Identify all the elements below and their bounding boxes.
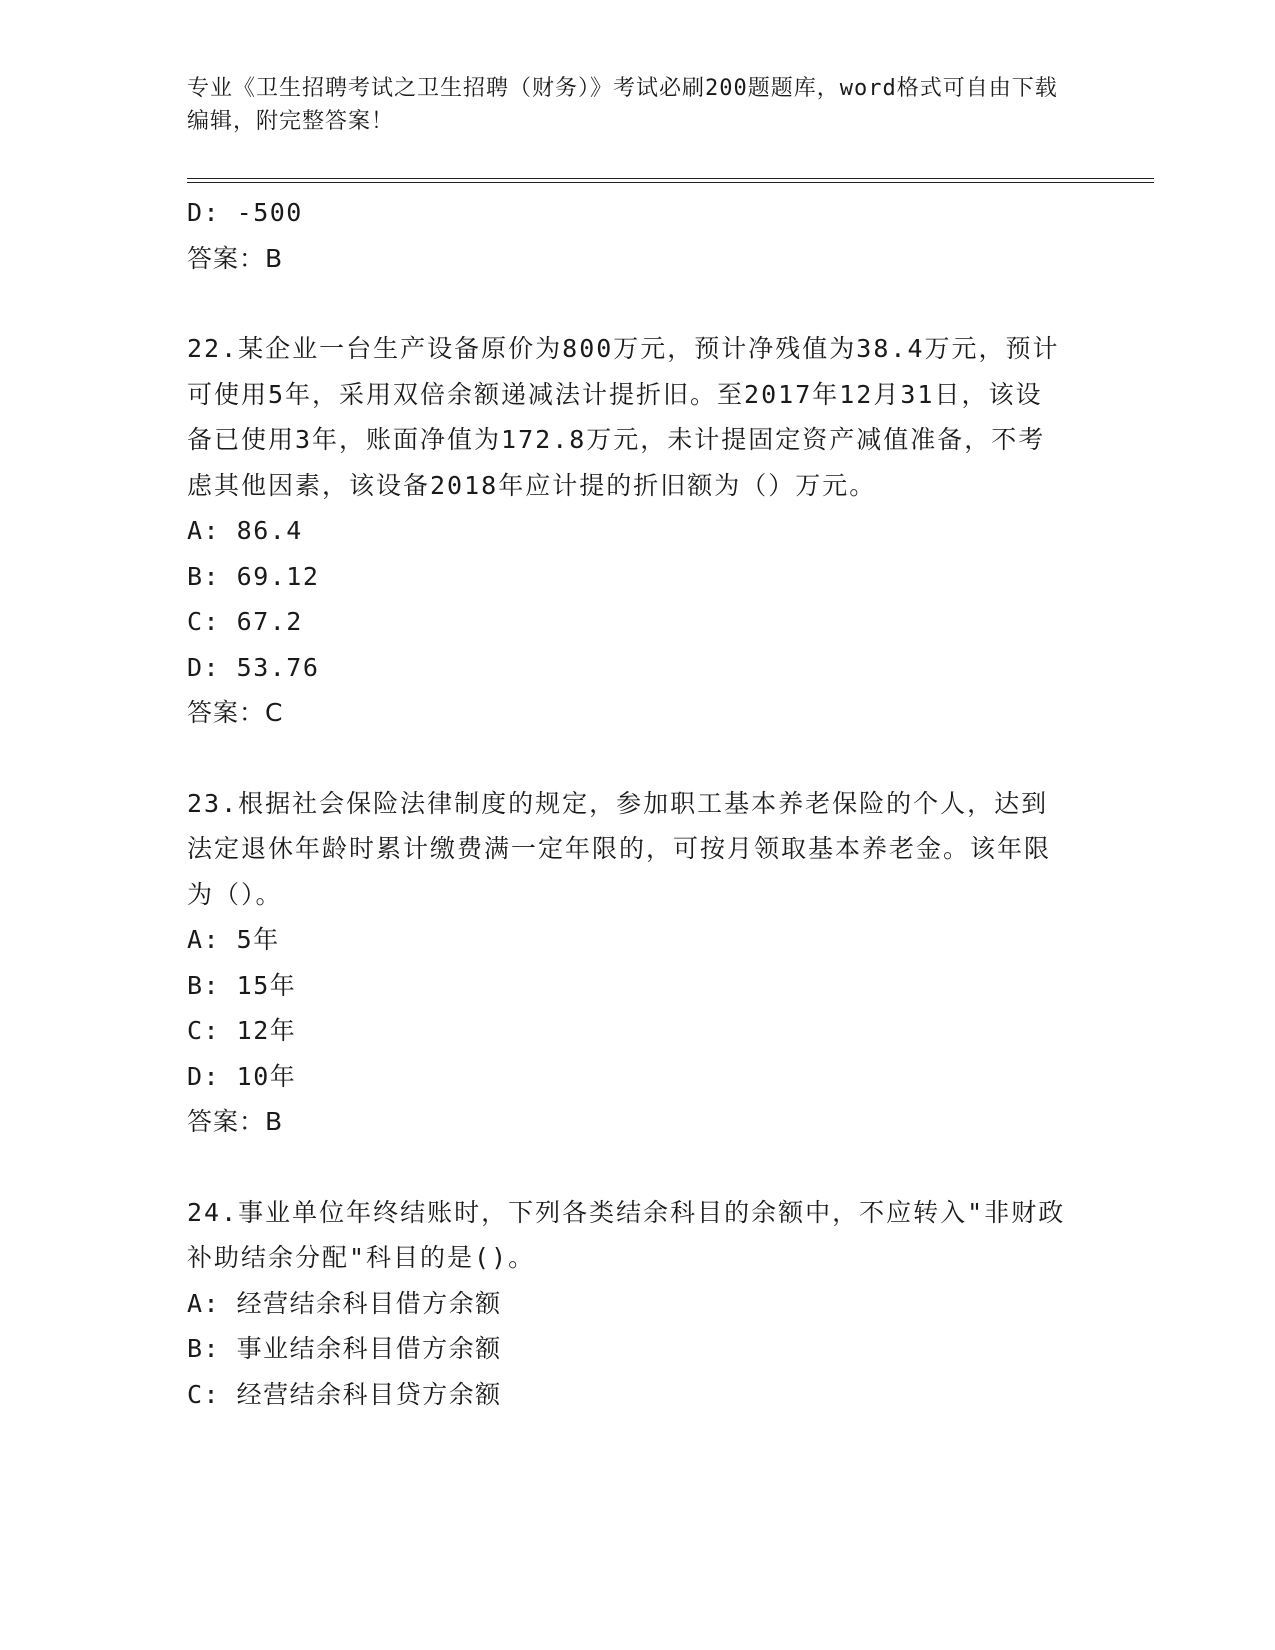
option-a: A: 5年: [187, 925, 280, 954]
question-22: [187, 326, 1087, 736]
option-d: D: 53.76: [187, 652, 320, 682]
answer-line: 答案：B: [187, 243, 284, 273]
option-b: B: 事业结余科目借方余额: [187, 1334, 502, 1363]
option-b: B: 15年: [187, 970, 297, 1000]
page-header: 专业《卫生招聘考试之卫生招聘（财务）》考试必刷200题题库，word格式可自由下载编辑，附完整答案！: [187, 76, 1058, 134]
question-text: 24.事业单位年终结账时，下列各类结余科目的余额中，不应转入"非财政补助结余分配"科目的是()。: [187, 1197, 1066, 1272]
option-c: C: 67.2: [187, 607, 303, 636]
question-23: [187, 781, 1087, 1145]
header-divider: [187, 178, 1154, 183]
question-text: 23.根据社会保险法律制度的规定，参加职工基本养老保险的个人，达到法定退休年龄时累计缴费满一定年限的，可按月领取基本养老金。该年限为（）。: [187, 788, 1052, 909]
option-a: A: 经营结余科目借方余额: [187, 1288, 502, 1318]
option-c: C: 12年: [187, 1016, 297, 1045]
answer-line: 答案：B: [187, 1107, 284, 1136]
option-c: C: 经营结余科目贷方余额: [187, 1379, 502, 1409]
answer-line: 答案：C: [187, 698, 284, 727]
option-d: D: 10年: [187, 1061, 297, 1091]
option-a: A: 86.4: [187, 516, 303, 545]
document-body: [187, 190, 1087, 1417]
option-b: B: 69.12: [187, 561, 320, 591]
option-d: D: -500: [187, 198, 303, 227]
question-24: [187, 1190, 1087, 1418]
question-text: 22.某企业一台生产设备原价为800万元，预计净残值为38.4万元，预计可使用5年，采用双倍余额递减法计提折旧。至2017年12月31日，该设备已使用3年，账面净值为172.8万元，未计提固定资产减值准备，不考虑其他因素，该设备2018年应计提的折旧额为（）万元。: [187, 334, 1060, 500]
